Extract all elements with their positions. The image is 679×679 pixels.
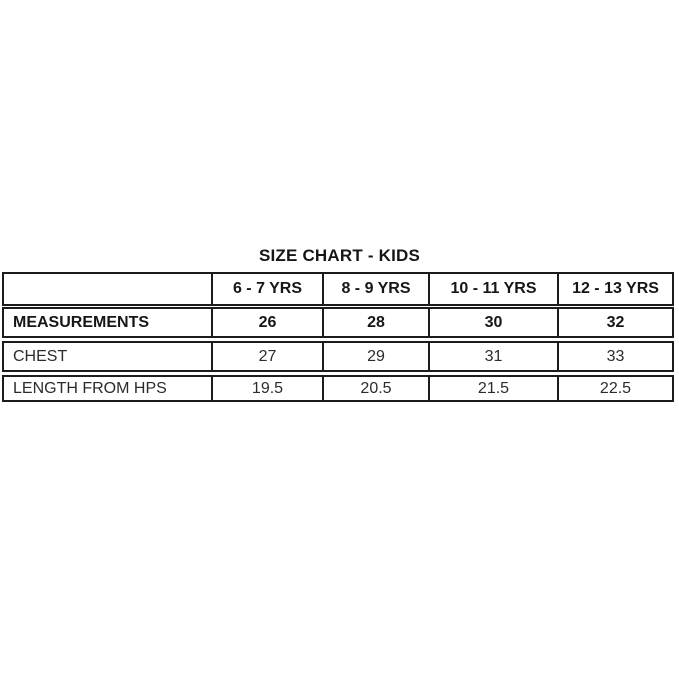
size-chart-table bbox=[2, 272, 674, 402]
cell-measurements-8-9: 28 bbox=[322, 309, 428, 336]
column-header-6-7-yrs: 6 - 7 YRS bbox=[211, 274, 322, 304]
cell-chest-10-11: 31 bbox=[428, 343, 557, 370]
cell-length-12-13: 22.5 bbox=[557, 377, 672, 400]
column-header-blank bbox=[4, 274, 211, 304]
column-header-8-9-yrs: 8 - 9 YRS bbox=[322, 274, 428, 304]
table-row-measurements bbox=[2, 307, 674, 338]
table-header-row bbox=[2, 272, 674, 306]
column-header-10-11-yrs: 10 - 11 YRS bbox=[428, 274, 557, 304]
table-row-chest bbox=[2, 341, 674, 372]
cell-length-8-9: 20.5 bbox=[322, 377, 428, 400]
cell-measurements-6-7: 26 bbox=[211, 309, 322, 336]
row-label-chest: CHEST bbox=[13, 347, 68, 365]
column-header-12-13-yrs: 12 - 13 YRS bbox=[557, 274, 672, 304]
row-label-length-from-hps: LENGTH FROM HPS bbox=[13, 379, 167, 397]
cell-chest-8-9: 29 bbox=[322, 343, 428, 370]
cell-length-6-7: 19.5 bbox=[211, 377, 322, 400]
row-label-measurements: MEASUREMENTS bbox=[13, 313, 150, 331]
table-row-length-from-hps bbox=[2, 375, 674, 402]
cell-measurements-12-13: 32 bbox=[557, 309, 672, 336]
cell-length-10-11: 21.5 bbox=[428, 377, 557, 400]
chart-title: SIZE CHART - KIDS bbox=[258, 246, 421, 265]
cell-chest-12-13: 33 bbox=[557, 343, 672, 370]
cell-chest-6-7: 27 bbox=[211, 343, 322, 370]
cell-measurements-10-11: 30 bbox=[428, 309, 557, 336]
